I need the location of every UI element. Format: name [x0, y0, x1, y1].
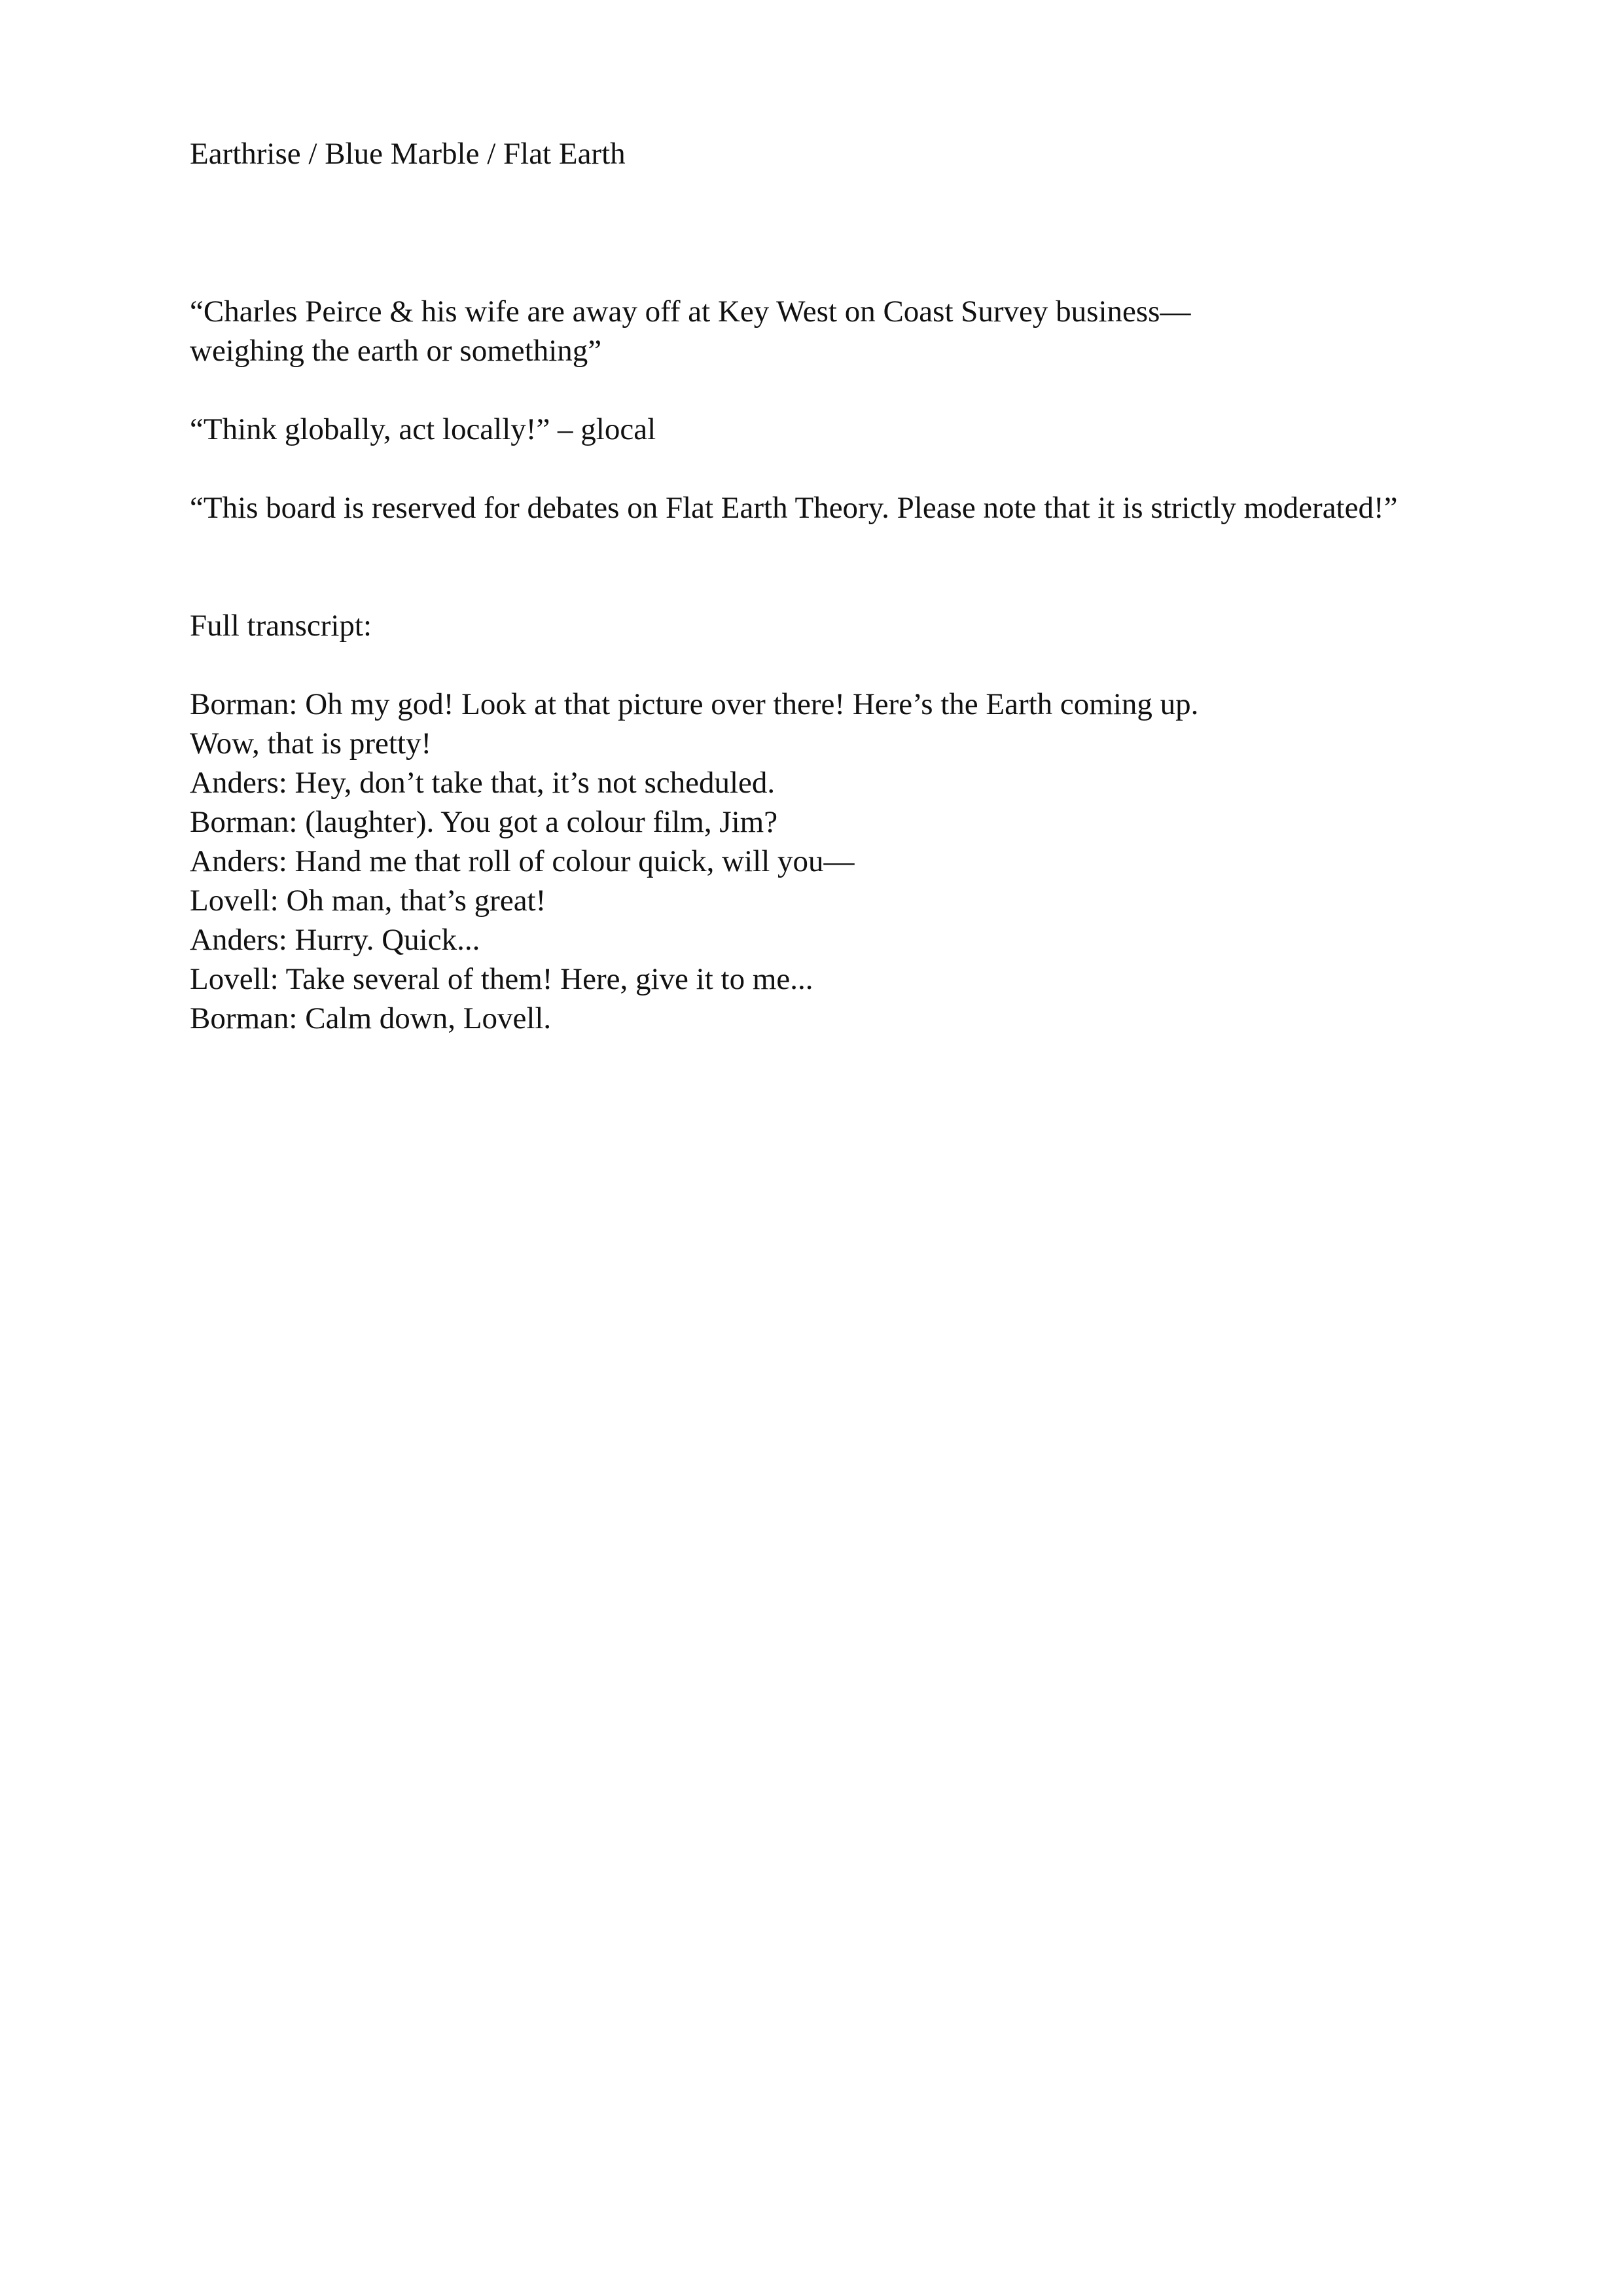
transcript-line: Borman: Calm down, Lovell. — [190, 1001, 552, 1035]
transcript-line: Wow, that is pretty! — [190, 726, 432, 761]
transcript-line: Anders: Hey, don’t take that, it’s not scheduled. — [190, 766, 776, 800]
transcript-line: Anders: Hurry. Quick... — [190, 923, 480, 957]
quote-line: “Charles Peirce & his wife are away off at Key West on Coast Survey business— — [190, 295, 1191, 329]
transcript-heading-text: Full transcript: — [190, 609, 372, 643]
title-text: Earthrise / Blue Marble / Flat Earth — [190, 137, 626, 171]
quote-line: weighing the earth or something” — [190, 334, 602, 368]
transcript-line: Anders: Hand me that roll of colour quick, will you— — [190, 844, 855, 878]
transcript-line: Borman: Oh my god! Look at that picture over there! Here’s the Earth coming up. — [190, 687, 1199, 721]
quote-line: “This board is reserved for debates on Flat Earth Theory. Please note that it is strictly moderated!” — [190, 491, 1398, 525]
transcript — [190, 685, 1538, 1038]
quote-flat-earth-board — [190, 488, 1538, 528]
quote-line: “Think globally, act locally!” – glocal — [190, 412, 656, 446]
quote-peirce — [190, 292, 1538, 370]
transcript-line: Lovell: Take several of them! Here, give it to me... — [190, 962, 813, 996]
transcript-line: Borman: (laughter). You got a colour film, Jim? — [190, 805, 778, 839]
transcript-line: Lovell: Oh man, that’s great! — [190, 884, 546, 918]
document-title — [190, 134, 1538, 173]
transcript-heading — [190, 606, 1538, 645]
quote-glocal — [190, 410, 1538, 449]
